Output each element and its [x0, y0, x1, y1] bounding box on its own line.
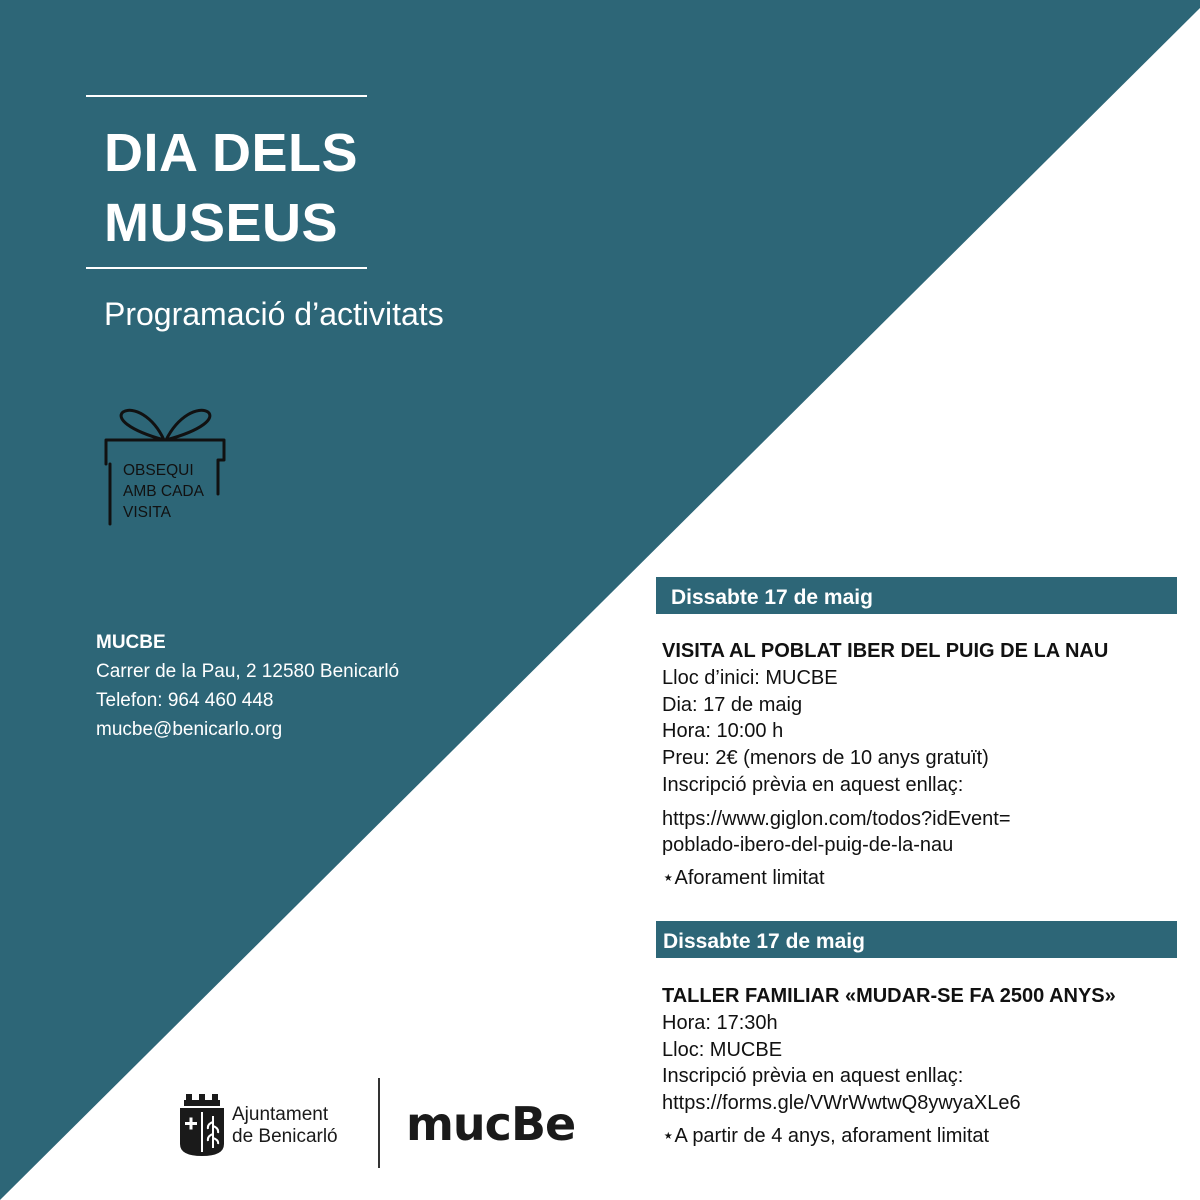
contact-address: Carrer de la Pau, 2 12580 Benicarló [96, 661, 400, 682]
gift-caption-line-1: OBSEQUI [123, 462, 194, 479]
event-2-note: ⋆A partir de 4 anys, aforament limitat [662, 1124, 990, 1147]
title-line-1: DIA DELS [104, 123, 359, 183]
event-1-title: VISITA AL POBLAT IBER DEL PUIG DE LA NAU [662, 640, 1109, 662]
contact-name: MUCBE [96, 632, 166, 653]
ajuntament-line-1: Ajuntament [232, 1104, 329, 1125]
event-1-link-line-1[interactable]: https://www.giglon.com/todos?idEvent= [662, 807, 1011, 830]
contact-email[interactable]: mucbe@benicarlo.org [96, 719, 283, 740]
event-1-price: Preu: 2€ (menors de 10 anys gratuït) [662, 747, 989, 770]
event-1-note: ⋆Aforament limitat [662, 866, 825, 889]
event-1-start-place: Lloc d’inici: MUCBE [662, 667, 838, 689]
page-subtitle: Programació d’activitats [104, 296, 444, 332]
mucbe-logo: mucBe [406, 1097, 576, 1151]
event-2-link[interactable]: https://forms.gle/VWrWwtwQ8ywyaXLe6 [662, 1092, 1021, 1115]
contact-phone: Telefon: 964 460 448 [96, 690, 274, 711]
event-1-time: Hora: 10:00 h [662, 720, 784, 743]
ajuntament-line-2: de Benicarló [232, 1126, 338, 1147]
footer-divider [378, 1078, 380, 1168]
title-bottom-rule [86, 267, 367, 269]
title-top-rule [86, 95, 367, 97]
event-2-place: Lloc: MUCBE [662, 1038, 783, 1061]
gift-caption-line-3: VISITA [123, 504, 171, 521]
event-2-date-bar: Dissabte 17 de maig [656, 921, 1177, 958]
event-1-date-bar: Dissabte 17 de maig [656, 577, 1177, 614]
event-1-day: Dia: 17 de maig [662, 693, 803, 716]
event-1-link-line-2[interactable]: poblado-ibero-del-puig-de-la-nau [662, 834, 954, 857]
title-line-2: MUSEUS [104, 193, 339, 253]
ajuntament-logo-text [232, 1104, 338, 1148]
event-2-title: TALLER FAMILIAR «MUDAR-SE FA 2500 ANYS» [662, 985, 1116, 1007]
event-1-registration: Inscripció prèvia en aquest enllaç: [662, 773, 964, 796]
event-2-registration: Inscripció prèvia en aquest enllaç: [662, 1065, 964, 1088]
gift-caption-line-2: AMB CADA [123, 483, 204, 500]
contact-block [96, 628, 399, 744]
event-2-time: Hora: 17:30h [662, 1012, 778, 1034]
gift-caption [123, 460, 204, 523]
event-2-details [662, 982, 1116, 1150]
benicarlo-coat-of-arms-icon [178, 1092, 226, 1158]
page-title [104, 118, 358, 258]
event-1-details [662, 637, 1108, 892]
